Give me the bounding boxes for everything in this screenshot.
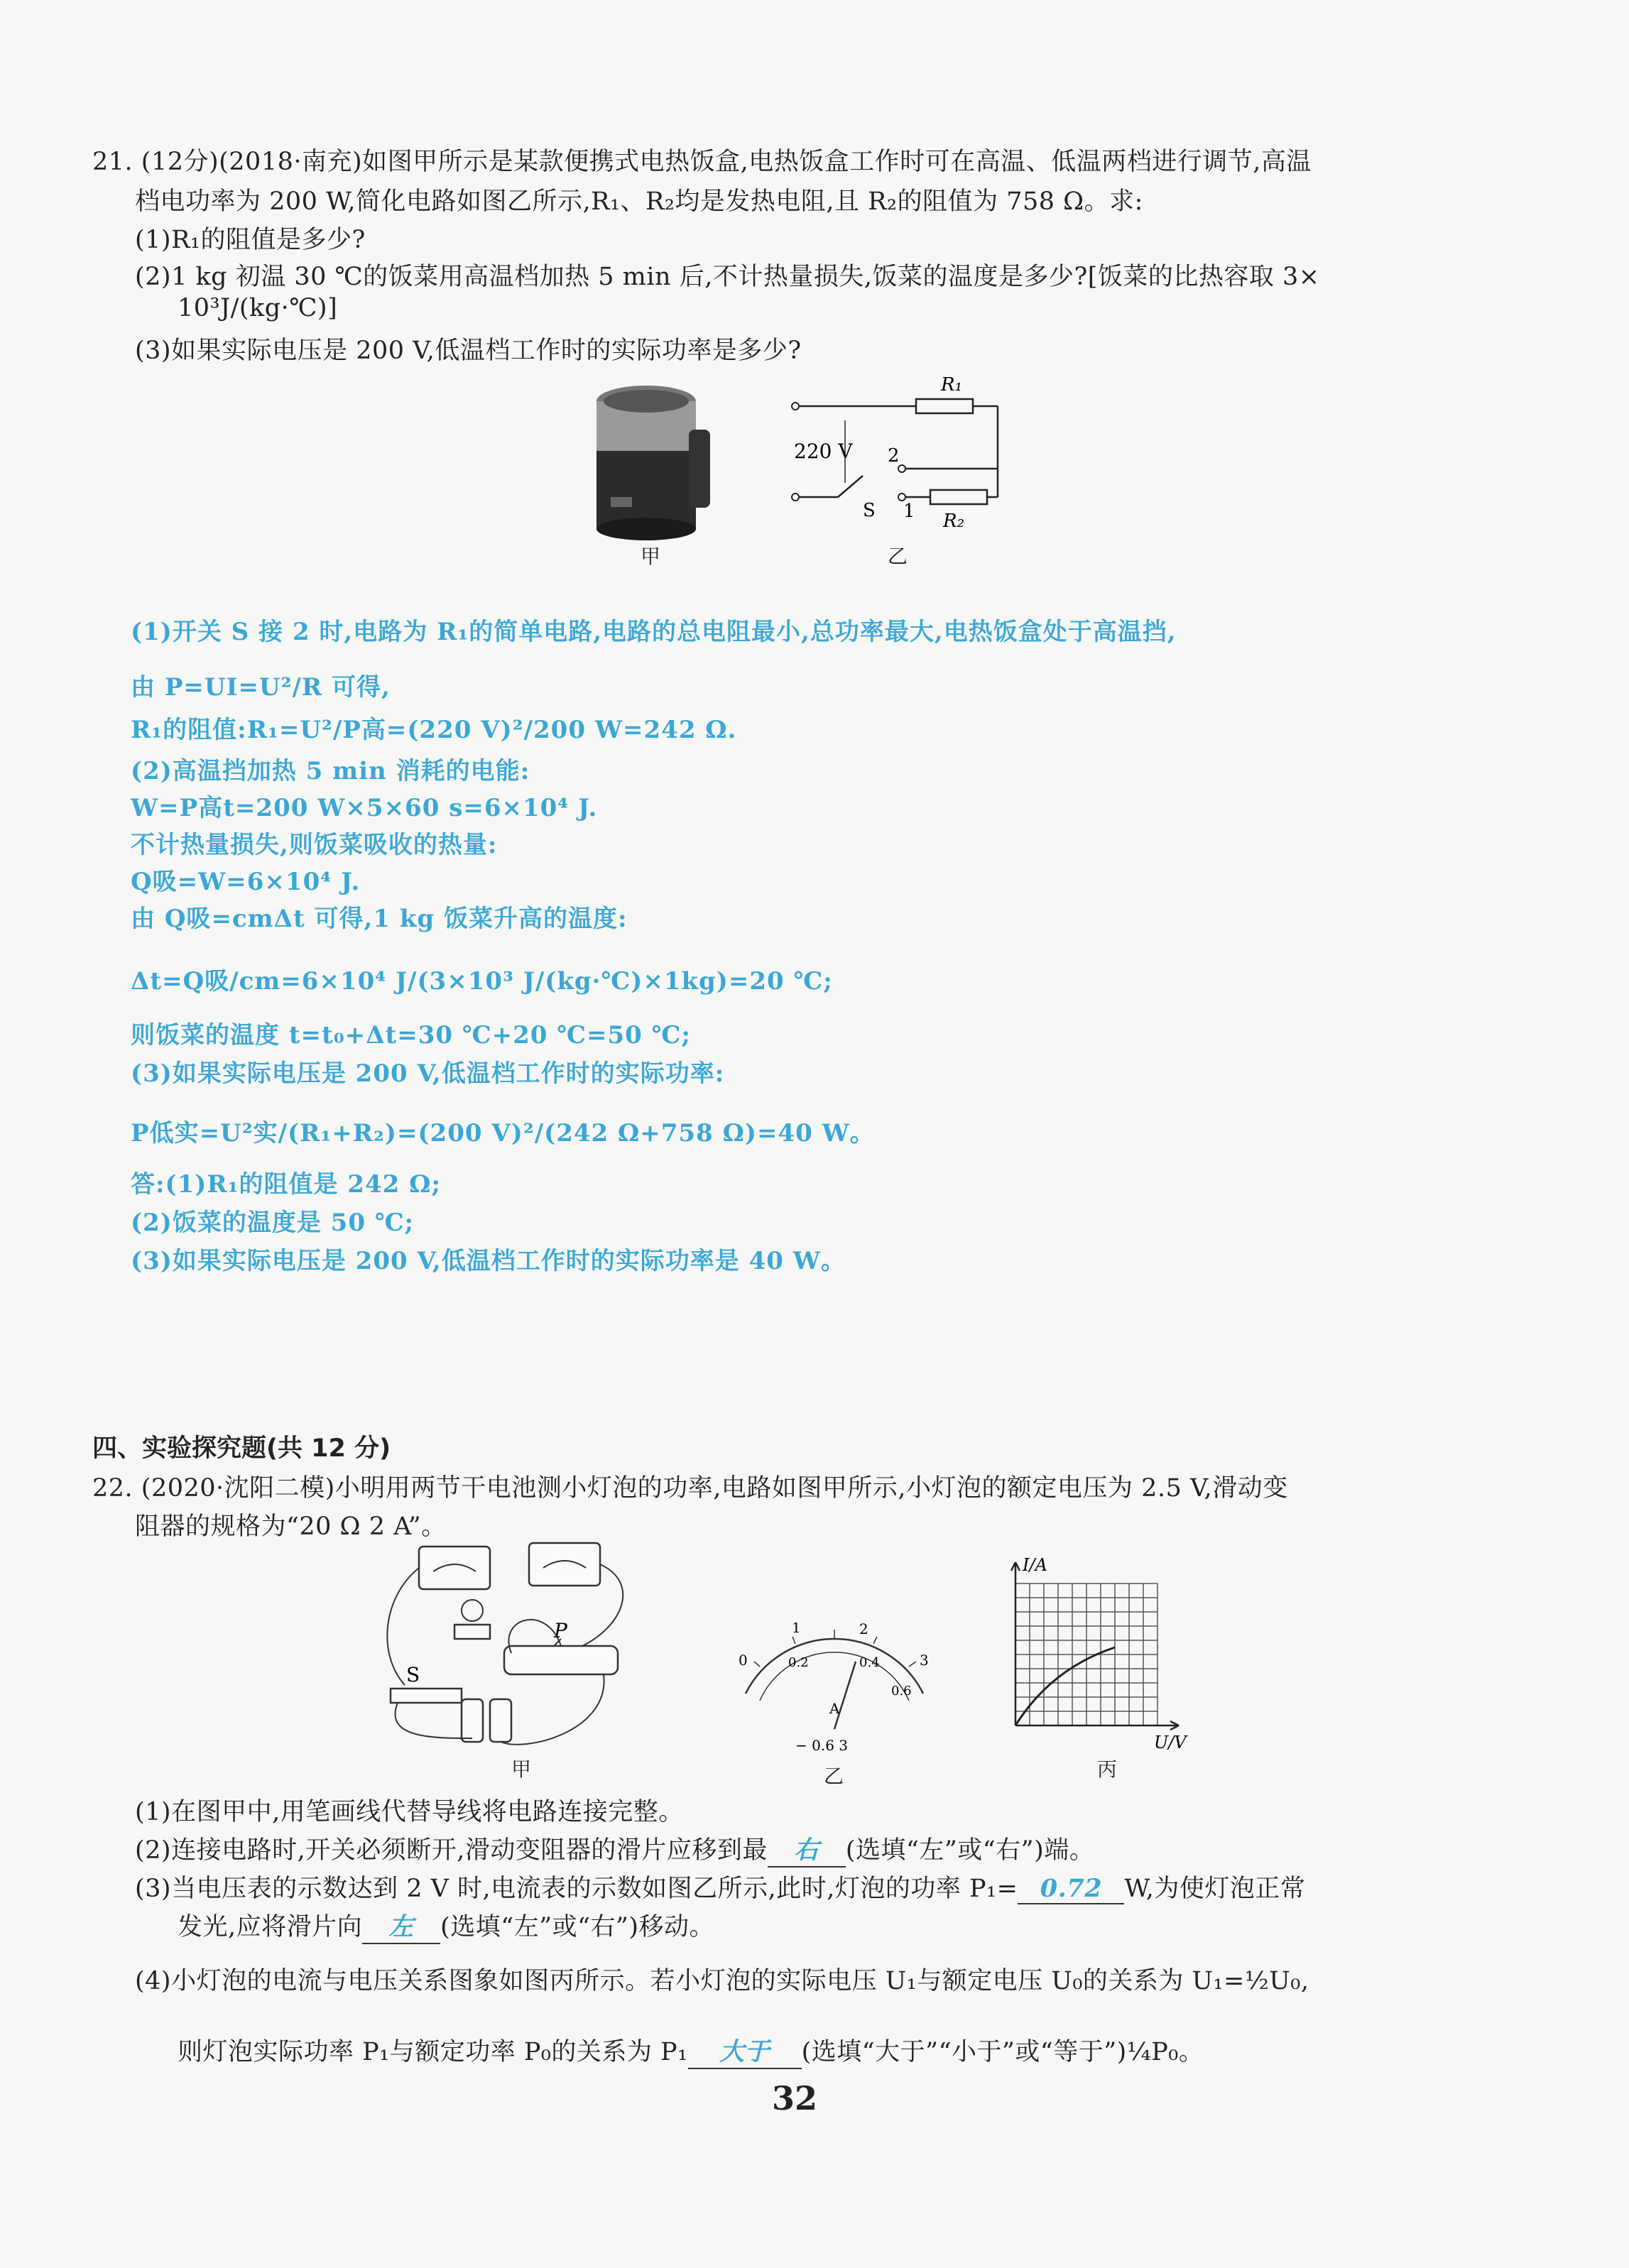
- ammeter-inner-mark: 0.2: [788, 1655, 809, 1670]
- q22-sub4a: (4)小灯泡的电流与电压关系图象如图丙所示。若小灯泡的实际电压 U₁与额定电压 U₀的关系为 U₁=½U₀,: [135, 1967, 1309, 1995]
- q22-sub3b-answer: 左: [362, 1907, 440, 1944]
- q22-sub2: [135, 1831, 1094, 1868]
- answer21-line: 答:(1)R₁的阻值是 242 Ω;: [131, 1170, 441, 1199]
- answer21-line: (3)如果实际电压是 200 V,低温档工作时的实际功率是 40 W。: [131, 1247, 846, 1275]
- q22-sub3-answer: 0.72: [1018, 1874, 1124, 1904]
- ammeter-inner-mark: 0.4: [859, 1655, 880, 1670]
- ammeter-terminals: − 0.6 3: [795, 1737, 849, 1754]
- graph-xlabel: U/V: [1154, 1733, 1187, 1752]
- q22-sub3b-post: (选填“左”或“右”)移动。: [440, 1913, 715, 1941]
- q22-sub1: (1)在图甲中,用笔画线代替导线将电路连接完整。: [135, 1798, 684, 1826]
- switch-label: S: [863, 500, 876, 521]
- r2-label: R₂: [943, 511, 964, 532]
- switch-s-label: S: [406, 1663, 420, 1686]
- q22-line1: 22. (2020·沈阳二模)小明用两节干电池测小灯泡的功率,电路如图甲所示,小灯泡的额定电压为 2.5 V,滑动变: [92, 1474, 1288, 1503]
- ammeter-mark: 0: [739, 1652, 748, 1669]
- ammeter-mark: 3: [920, 1652, 929, 1669]
- q21-sub2a: (2)1 kg 初温 30 ℃的饭菜用高温档加热 5 min 后,不计热量损失,饭菜的温度是多少?[饭菜的比热容取 3×: [135, 263, 1320, 291]
- q22-sub4b-pre: 则灯泡实际功率 P₁与额定功率 P₀的关系为 P₁: [178, 2038, 688, 2066]
- terminal-1: 1: [903, 501, 915, 522]
- q22-sub2-answer: 右: [768, 1831, 846, 1868]
- q22-line2: 阻器的规格为“20 Ω 2 A”。: [135, 1512, 447, 1541]
- section-title: 四、实验探究题(共 12 分): [92, 1434, 391, 1463]
- answer21-line: 由 P=UI=U²/R 可得,: [131, 673, 391, 702]
- iu-graph: [994, 1555, 1221, 1761]
- q21-line2: 档电功率为 200 W,简化电路如图乙所示,R₁、R₂均是发热电阻,且 R₂的阻值为 758 Ω。求:: [135, 187, 1143, 216]
- answer21-line: 则饭菜的温度 t=t₀+Δt=30 ℃+20 ℃=50 ℃;: [131, 1021, 691, 1050]
- q22-sub4b-post: (选填“大于”“小于”或“等于”)¼P₀。: [801, 2038, 1204, 2066]
- fig-jia-caption: 甲: [641, 545, 661, 568]
- q22-sub4b-answer: 大于: [688, 2032, 802, 2069]
- q22-sub3: [135, 1869, 1305, 1904]
- ammeter-mark: 1: [792, 1623, 801, 1636]
- answer21-line: 由 Q吸=cmΔt 可得,1 kg 饭菜升高的温度:: [131, 905, 628, 933]
- ammeter-mark: 2: [859, 1623, 868, 1637]
- voltage-label: 220 V: [794, 440, 853, 463]
- answer21-line: (2)饭菜的温度是 50 ℃;: [131, 1209, 415, 1237]
- ammeter-unit: A: [829, 1700, 840, 1717]
- answer21-line: P低实=U²实/(R₁+R₂)=(200 V)²/(242 Ω+758 Ω)=40 W。: [131, 1119, 875, 1147]
- q22-sub3b-pre: 发光,应将滑片向: [178, 1913, 363, 1941]
- answer21-line: Q吸=W=6×10⁴ J.: [131, 868, 361, 896]
- r1-label: R₁: [941, 374, 962, 396]
- answer21-line: (3)如果实际电压是 200 V,低温档工作时的实际功率:: [131, 1059, 725, 1088]
- ammeter-figure: [731, 1623, 937, 1757]
- answer21-line: (1)开关 S 接 2 时,电路为 R₁的简单电路,电路的总电阻最小,总功率最大,电热饭盒处于高温挡,: [131, 618, 1177, 646]
- fig22-jia-caption: 甲: [511, 1757, 532, 1781]
- q22-sub3b: [178, 1907, 714, 1944]
- q21-line1: 21. (12分)(2018·南充)如图甲所示是某款便携式电热饭盒,电热饭盒工作时可在高温、低温两档进行调节,高温: [92, 148, 1312, 176]
- q22-sub2-pre: (2)连接电路时,开关必须断开,滑动变阻器的滑片应移到最: [135, 1836, 768, 1865]
- answer21-line: R₁的阻值:R₁=U²/P高=(220 V)²/200 W=242 Ω.: [131, 716, 737, 744]
- fig22-yi-caption: 乙: [824, 1765, 844, 1788]
- fig22-bing-caption: 丙: [1097, 1757, 1118, 1781]
- answer21-line: (2)高温挡加热 5 min 消耗的电能:: [131, 757, 530, 785]
- slider-p-label: P: [554, 1619, 567, 1642]
- q21-sub2b: 10³J/(kg·℃)]: [178, 294, 338, 322]
- answer21-line: 不计热量损失,则饭菜吸收的热量:: [131, 831, 498, 859]
- answer21-line: Δt=Q吸/cm=6×10⁴ J/(3×10³ J/(kg·℃)×1kg)=20 ℃;: [131, 967, 833, 996]
- q21-sub1: (1)R₁的阻值是多少?: [135, 226, 366, 254]
- q21-sub3: (3)如果实际电压是 200 V,低温档工作时的实际功率是多少?: [135, 337, 802, 365]
- fig-yi-caption: 乙: [888, 545, 908, 568]
- q22-sub3-post: W,为使灯泡正常: [1124, 1875, 1306, 1903]
- answer21-line: W=P高t=200 W×5×60 s=6×10⁴ J.: [131, 794, 598, 822]
- page-number: 32: [772, 2079, 818, 2117]
- apparatus-figure: [369, 1539, 668, 1752]
- lunchbox-figure: [582, 373, 710, 543]
- circuit-diagram: [781, 369, 1015, 533]
- terminal-2: 2: [888, 445, 900, 467]
- ammeter-inner-mark: 0.6: [891, 1684, 912, 1699]
- q22-sub3-pre: (3)当电压表的示数达到 2 V 时,电流表的示数如图乙所示,此时,灯泡的功率 P₁=: [135, 1875, 1018, 1903]
- q22-sub4b: [178, 2032, 1204, 2069]
- graph-ylabel: I/A: [1023, 1555, 1047, 1575]
- q22-sub2-post: (选填“左”或“右”)端。: [845, 1836, 1095, 1865]
